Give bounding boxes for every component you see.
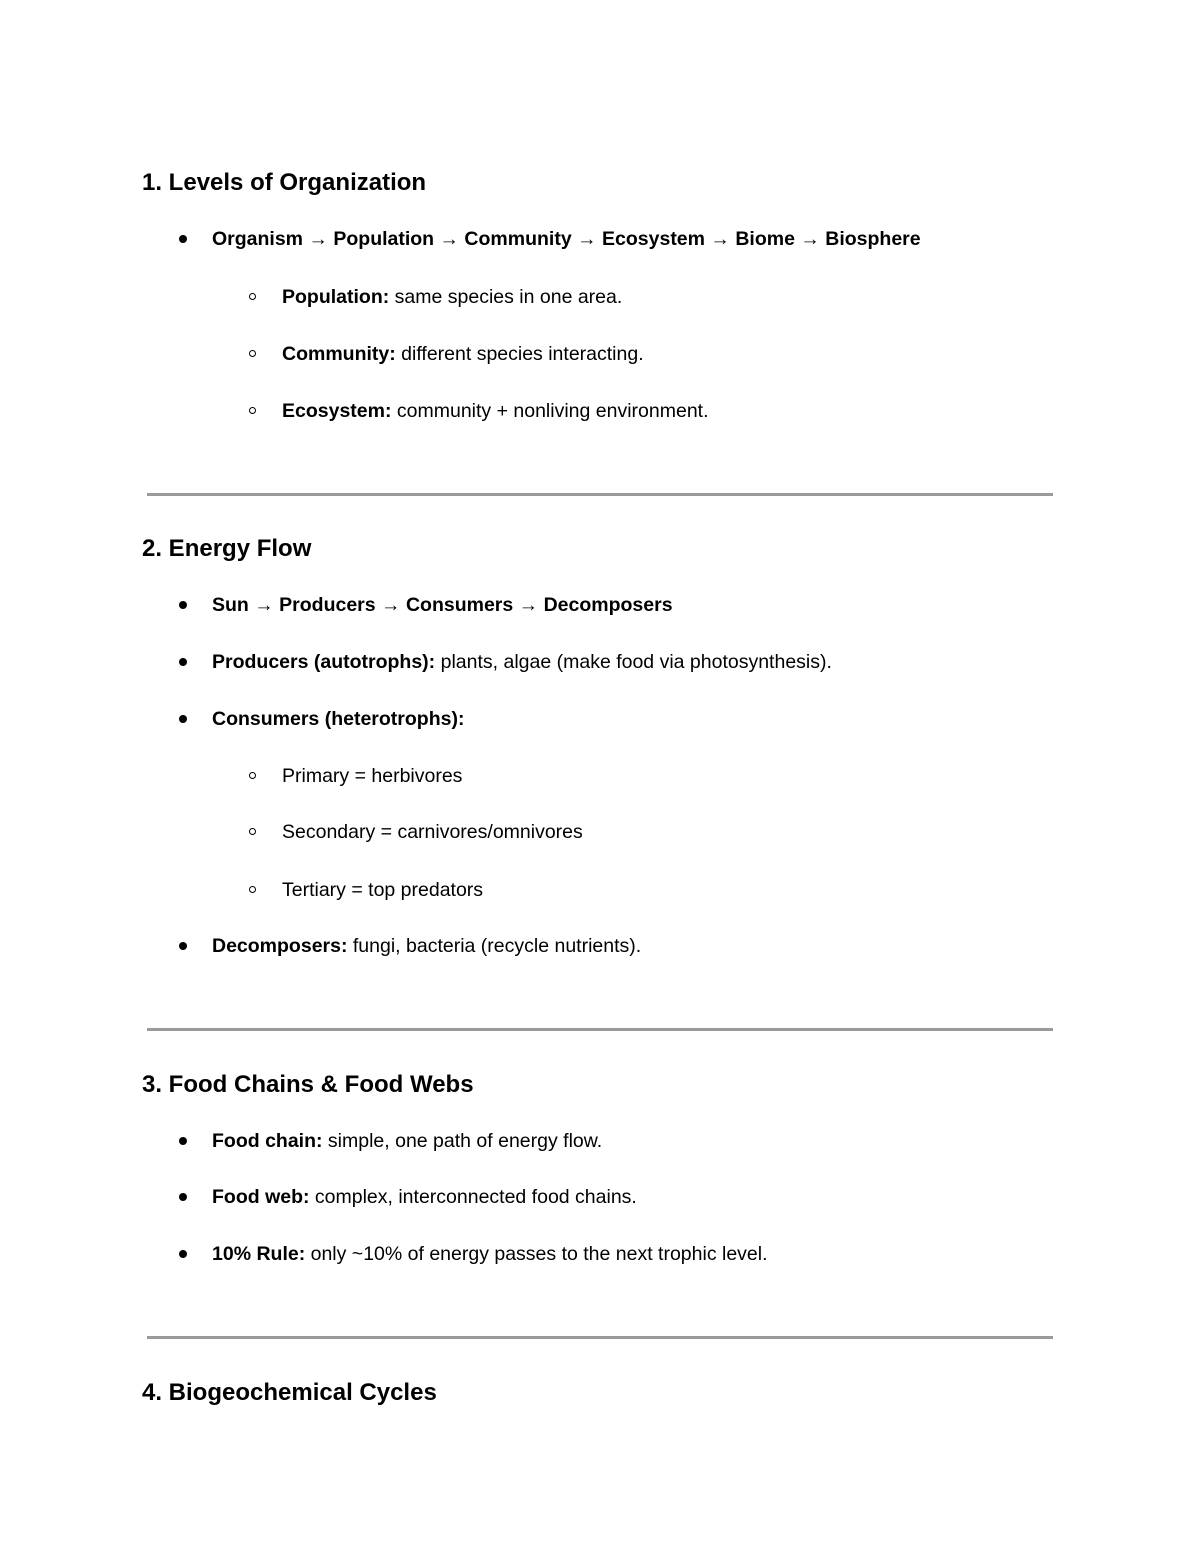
- item-bold-text: Food chain:: [212, 1130, 323, 1152]
- section-heading-energy-flow: 2. Energy Flow: [142, 535, 312, 562]
- item-bold-text: Producers (autotrophs):: [212, 651, 436, 673]
- horizontal-rule: [147, 493, 1053, 496]
- item-text: plants, algae (make food via photosynthesis).: [435, 651, 832, 673]
- section-heading-biogeochemical-cycles: 4. Biogeochemical Cycles: [142, 1379, 437, 1406]
- list-item: [212, 649, 832, 675]
- list-item: [212, 1241, 768, 1267]
- bullet-dot-icon: [179, 1193, 187, 1201]
- list-item: [282, 284, 622, 310]
- bullet-ring-icon: [249, 886, 256, 893]
- item-bold-text: Organism → Population → Community → Ecosystem → Biome → Biosphere: [212, 228, 921, 250]
- section-heading-food-chains-food-webs: 3. Food Chains & Food Webs: [142, 1071, 474, 1098]
- bullet-dot-icon: [179, 235, 187, 243]
- list-item: [282, 877, 483, 903]
- item-text: simple, one path of energy flow.: [322, 1130, 603, 1152]
- bullet-ring-icon: [249, 293, 256, 300]
- bullet-dot-icon: [179, 601, 187, 609]
- list-item: [282, 341, 644, 367]
- item-text: different species interacting.: [395, 343, 644, 365]
- item-text: community + nonliving environment.: [391, 400, 709, 422]
- list-item: [282, 819, 583, 845]
- bullet-dot-icon: [179, 942, 187, 950]
- bullet-dot-icon: [179, 658, 187, 666]
- list-item: [212, 592, 673, 618]
- bullet-ring-icon: [249, 772, 256, 779]
- item-text: only ~10% of energy passes to the next trophic level.: [305, 1243, 768, 1265]
- item-bold-text: Community:: [282, 343, 396, 365]
- list-item: [282, 763, 462, 789]
- item-bold-text: Decomposers:: [212, 935, 348, 957]
- bullet-dot-icon: [179, 1137, 187, 1145]
- bullet-dot-icon: [179, 715, 187, 723]
- item-text: Secondary = carnivores/omnivores: [282, 821, 583, 843]
- item-bold-text: Population:: [282, 286, 390, 308]
- bullet-ring-icon: [249, 828, 256, 835]
- item-bold-text: Ecosystem:: [282, 400, 392, 422]
- list-item: [212, 226, 921, 252]
- bullet-ring-icon: [249, 407, 256, 414]
- item-text: Tertiary = top predators: [282, 879, 484, 901]
- item-text: same species in one area.: [389, 286, 623, 308]
- item-bold-text: Food web:: [212, 1186, 310, 1208]
- bullet-ring-icon: [249, 350, 256, 357]
- horizontal-rule: [147, 1028, 1053, 1031]
- bullet-dot-icon: [179, 1250, 187, 1258]
- list-item: [212, 1184, 637, 1210]
- item-bold-text: 10% Rule:: [212, 1243, 306, 1265]
- section-heading-levels-of-organization: 1. Levels of Organization: [142, 169, 427, 196]
- list-item: [212, 706, 464, 732]
- list-item: [212, 933, 641, 959]
- list-item: [282, 398, 709, 424]
- item-bold-text: Consumers (heterotrophs):: [212, 708, 465, 730]
- item-bold-text: Sun → Producers → Consumers → Decomposers: [212, 594, 673, 616]
- item-text: Primary = herbivores: [282, 765, 463, 787]
- item-text: complex, interconnected food chains.: [309, 1186, 637, 1208]
- item-text: fungi, bacteria (recycle nutrients).: [347, 935, 642, 957]
- list-item: [212, 1128, 602, 1154]
- horizontal-rule: [147, 1336, 1053, 1339]
